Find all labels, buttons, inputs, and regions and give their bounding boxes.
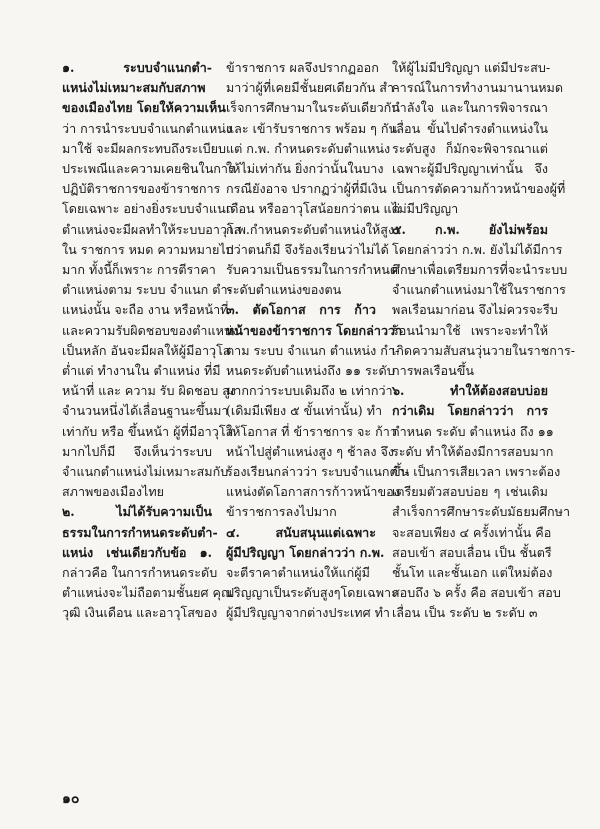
text-line: ๒. ไม่ได้รับความเป็น bbox=[62, 504, 212, 520]
text-line: แหน่งไม่เหมาะสมกับสภาพ bbox=[62, 80, 206, 96]
text-line: ศึกษาเพื่อเตรียมการที่จะนำระบบ bbox=[392, 262, 568, 278]
text-line: โดยเฉพาะ อย่างยิ่งระบบจำแนก bbox=[62, 201, 234, 217]
text-line: ก.พ.กำหนดระดับตำแหน่งให้สูง bbox=[226, 221, 395, 237]
text-line: ๑. ระบบจำแนกตำ- bbox=[62, 60, 212, 75]
text-line: สอบถึง ๖ ครั้ง คือ สอบเข้า สอบ bbox=[392, 585, 561, 601]
text-line: หน้าของข้าราชการ โดยกล่าวว่า bbox=[226, 322, 403, 338]
text-line: ผู้มีปริญญาจากต่างประเทศ ทำ bbox=[226, 605, 390, 621]
text-line: ว่า การนำระบบจำแนกตำแหน่ง bbox=[62, 120, 233, 136]
text-line: ตำแหน่งตาม ระบบ จำแนก ตำ- bbox=[62, 282, 232, 298]
text-line: โดยกล่าวว่า ก.พ. ยังไม่ได้มีการ bbox=[392, 241, 563, 257]
text-line: ๓. ตัดโอกาส การ ก้าว bbox=[226, 302, 376, 318]
text-line: ธรรมในการกำหนดระดับตำ- bbox=[62, 524, 218, 540]
text-line: มากไปก็มี จึงเห็นว่าระบบ bbox=[62, 443, 212, 459]
text-line: ให้โอกาส ที่ ข้าราชการ จะ ก้าว bbox=[226, 423, 397, 439]
text-line: รับความเป็นธรรมในการกำหนด bbox=[226, 262, 399, 278]
text-line: กรณียังอาจ ปรากฏว่าผู้ที่มีเงิน bbox=[226, 181, 387, 197]
text-line: การพลเรือนขึ้น bbox=[392, 363, 474, 379]
text-line: ร้องเรียนกล่าวว่า ระบบจำแนกตำ- bbox=[226, 464, 409, 480]
text-line: ระดับตำแหน่งของตน bbox=[226, 282, 342, 298]
text-line: และความรับผิดชอบของตำแหน่ง bbox=[62, 322, 239, 338]
text-line: ให้ไม่เท่ากัน ยิ่งกว่านั้นในบาง bbox=[226, 161, 384, 177]
text-line: เท่ากับ หรือ ขึ้นหน้า ผู้ที่มีอาวุโส bbox=[62, 423, 234, 439]
text-line: เดือน หรืออาวุโสน้อยกว่าตน แต่ bbox=[226, 201, 400, 217]
column-1 bbox=[62, 58, 242, 624]
text-line: จำนวนหนึ่งได้เลื่อนฐานะขึ้นมา bbox=[62, 403, 229, 419]
text-line: กำลังใจ และในการพิจารณา bbox=[392, 100, 548, 116]
text-line: วุฒิ เงินเดือน และอาวุโสของ bbox=[62, 605, 218, 621]
column-3 bbox=[392, 58, 576, 624]
text-line: หนดระดับตำแหน่งถึง ๑๑ ระดับ bbox=[226, 363, 395, 379]
text-line: สอบเข้า สอบเลื่อน เป็น ชั้นตรี bbox=[392, 544, 552, 560]
text-line: การณ์ในการทำงานมานานหมด bbox=[392, 80, 564, 96]
text-line: มาใช้ จะมีผลกระทบถึงระเบียบ bbox=[62, 140, 227, 156]
text-line: เฉพาะผู้มีปริญญาเท่านั้น จึง bbox=[392, 161, 548, 177]
text-line: กว่าเดิม โดยกล่าวว่า การ bbox=[392, 403, 548, 419]
text-line: ผู้มีปริญญา โดยกล่าวว่า ก.พ. bbox=[226, 544, 385, 560]
text-line: ตำแหน่งจะมีผลทำให้ระบบอาวุโส bbox=[62, 221, 242, 237]
text-line: เร็จการศึกษามาในระดับเดียวกัน bbox=[226, 100, 400, 116]
text-line: ปริญญาเป็นระดับสูงๆโดยเฉพาะ bbox=[226, 585, 398, 601]
text-line: หน้าไปสู่ตำแหน่งสูง ๆ ช้าลง จึง bbox=[226, 443, 395, 459]
text-line: ระดับ ทำให้ต้องมีการสอบมาก bbox=[392, 443, 554, 459]
text-line: จะสอบเพียง ๔ ครั้งเท่านั้น คือ bbox=[392, 524, 552, 540]
text-line: ชั้นโท และชั้นเอก แต่ใหม่ต้อง bbox=[392, 565, 553, 581]
text-line: จำแนกตำแหน่งไม่เหมาะสมกับ bbox=[62, 464, 229, 480]
text-line: มาก ทั้งนี้ก็เพราะ การตีราคา bbox=[62, 262, 216, 278]
text-line: เป็นการตัดความก้าวหน้าของผู้ที่ bbox=[392, 181, 566, 197]
text-line: พลเรือนมาก่อน จึงไม่ควรจะรีบ bbox=[392, 302, 558, 318]
text-line: แหน่งตัดโอกาสการก้าวหน้าของ bbox=[226, 484, 400, 500]
text-line: (เดิมมีเพียง ๕ ขั้นเท่านั้น) ทำ bbox=[226, 403, 383, 419]
text-line: และ เข้ารับราชการ พร้อม ๆ กัน bbox=[226, 120, 398, 136]
text-line: มากกว่าระบบเดิมถึง ๒ เท่ากว่า bbox=[226, 383, 393, 399]
column-2 bbox=[226, 58, 409, 624]
text-line: ๖. ทำให้ต้องสอบบ่อย bbox=[392, 383, 548, 399]
text-line: สภาพของเมืองไทย bbox=[62, 484, 165, 500]
text-line: ให้ผู้ไม่มีปริญญา แต่มีประสบ- bbox=[392, 60, 551, 75]
text-line: ข้าราชการ ผลจึงปรากฏออก bbox=[226, 60, 379, 75]
text-line: ตาม ระบบ จำแนก ตำแหน่ง กำ- bbox=[226, 342, 400, 358]
text-line: แหน่งนั้น จะถือ งาน หรือหน้าที่ bbox=[62, 302, 229, 318]
text-line: หน้าที่ และ ความ รับ ผิดชอบ สูง bbox=[62, 383, 237, 399]
text-line: กล่าวคือ ในการกำหนดระดับ bbox=[62, 565, 218, 581]
text-line: ของเมืองไทย โดยให้ความเห็น bbox=[62, 100, 226, 116]
text-line: ต่ำแต่ ทำงานใน ตำแหน่ง ที่มี bbox=[62, 363, 221, 379]
text-line: เป็นหลัก อันจะมีผลให้ผู้มีอาวุโส bbox=[62, 342, 231, 358]
text-line: เลื่อน เป็น ระดับ ๒ ระดับ ๓ bbox=[392, 605, 538, 621]
text-line: จำแนกตำแหน่งมาใช้ในราชการ bbox=[392, 282, 566, 298]
text-line: สำเร็จการศึกษาระดับมัธยมศึกษา bbox=[392, 504, 571, 520]
text-line: ระดับสูง ก็มักจะพิจารณาแต่ bbox=[392, 140, 548, 156]
text-line: ขึ้น เป็นการเสียเวลา เพราะต้อง bbox=[392, 464, 561, 480]
page-number: ๑๐ bbox=[62, 791, 80, 807]
text-line: แหน่ง เช่นเดียวกับข้อ ๑. bbox=[62, 544, 212, 560]
text-line: มาว่าผู้ที่เคยมีชั้นยศเดียวกัน สำ- bbox=[226, 80, 399, 96]
text-line: จะตีราคาตำแหน่งให้แก่ผู้มี bbox=[226, 565, 370, 581]
text-line: ใน ราชการ หมด ความหมายไป bbox=[62, 241, 234, 257]
text-line: ร้อนนำมาใช้ เพราะจะทำให้ bbox=[392, 322, 548, 338]
text-line: เตรียมตัวสอบบ่อย ๆ เช่นเดิม bbox=[392, 484, 548, 500]
text-line: ไม่มีปริญญา bbox=[392, 201, 459, 217]
text-line: กว่าตนก็มี จึงร้องเรียนว่าไม่ได้ bbox=[226, 241, 389, 257]
text-line: ข้าราชการลงไปมาก bbox=[226, 504, 337, 520]
text-line: ๕. ก.พ. ยังไม่พร้อม bbox=[392, 221, 548, 237]
text-line: เลื่อน ขั้นไปดำรงตำแหน่งใน bbox=[392, 120, 548, 136]
text-line: ๔. สนับสนุนแต่เฉพาะ bbox=[226, 524, 376, 540]
text-line: แต่ ก.พ. กำหนดระดับตำแหน่ง bbox=[226, 140, 391, 156]
text-line: กำหนด ระดับ ตำแหน่ง ถึง ๑๑ bbox=[392, 423, 554, 439]
text-line: ตำแหน่งจะไม่ถือตามชั้นยศ คุณ bbox=[62, 585, 233, 601]
text-line: เกิดความสับสนวุ่นวายในราชการ- bbox=[392, 342, 576, 358]
text-line: ประเพณีและความเคยชินในการ bbox=[62, 161, 235, 177]
text-line: ปฏิบัติราชการของข้าราชการ bbox=[62, 181, 221, 197]
